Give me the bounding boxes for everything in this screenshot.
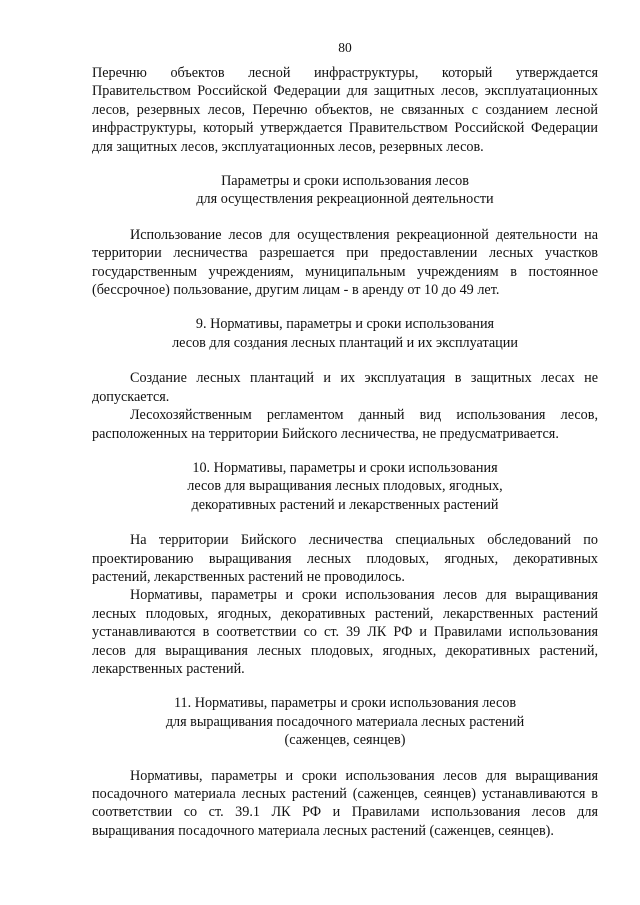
heading-line: лесов для создания лесных плантаций и их эксплуатации (172, 334, 518, 351)
paragraph-10-2: Нормативы, параметры и сроки использования лесов для выращивания лесных плодовых, ягодных, декоративных растений, лекарственных растений устанавливаются в соответствии со ст. 39 ЛК РФ и Правилами использования лесов для выращивания лесных плодовых, ягодных, декоративных растений, лекарственных растений. (92, 587, 598, 677)
page-number: 80 (338, 40, 352, 55)
heading-line: 11. Нормативы, параметры и сроки использования лесов (173, 695, 517, 712)
section-heading-recreation (92, 172, 598, 209)
heading-line: (саженцев, сеянцев) (284, 732, 406, 749)
paragraph-9-1: Создание лесных плантаций и их эксплуатация в защитных лесах не допускается. (92, 370, 598, 405)
heading-line: для осуществления рекреационной деятельности (196, 191, 494, 208)
heading-line: 9. Нормативы, параметры и сроки использования (195, 316, 495, 333)
heading-line: для выращивания посадочного материала лесных растений (165, 713, 525, 730)
document-page (92, 40, 598, 840)
paragraph-10-1: На территории Бийского лесничества специальных обследований по проектированию выращивания лесных плодовых, ягодных, декоративных растений, лекарственных растений не проводилось. (92, 532, 598, 585)
paragraph-9-2: Лесохозяйственным регламентом данный вид использования лесов, расположенных на территории Бийского лесничества, не предусматривается. (92, 407, 598, 442)
heading-line: декоративных растений и лекарственных растений (191, 496, 499, 513)
section-heading-9 (92, 315, 598, 352)
section-heading-11 (92, 694, 598, 749)
paragraph-11: Нормативы, параметры и сроки использования лесов для выращивания посадочного материала лесных растений (саженцев, сеянцев) устанавливаются в соответствии со ст. 39.1 ЛК РФ и Правилами использования лесов для выращивания посадочного материала лесных растений (саженцев, сеянцев). (92, 767, 598, 839)
heading-line: Параметры и сроки использования лесов (221, 173, 469, 190)
heading-line: 10. Нормативы, параметры и сроки использования (192, 459, 498, 476)
heading-line: лесов для выращивания лесных плодовых, ягодных, (187, 478, 503, 495)
intro-paragraph: Перечню объектов лесной инфраструктуры, который утверждается Правительством Российской Федерации для защитных лесов, эксплуатационных лесов, резервных лесов, Перечню объектов, не связанных с созданием лесной инфраструктуры, который утверждается Правительством Российской Федерации для защитных лесов, эксплуатационных лесов, резервных лесов. (92, 65, 598, 155)
paragraph-recreation: Использование лесов для осуществления рекреационной деятельности на территории лесничества разрешается при предоставлении лесных участков государственным учреждениям, муниципальным учреждениям в постоянное (бессрочное) пользование, другим лицам - в аренду от 10 до 49 лет. (92, 226, 598, 299)
section-heading-10 (92, 459, 598, 514)
